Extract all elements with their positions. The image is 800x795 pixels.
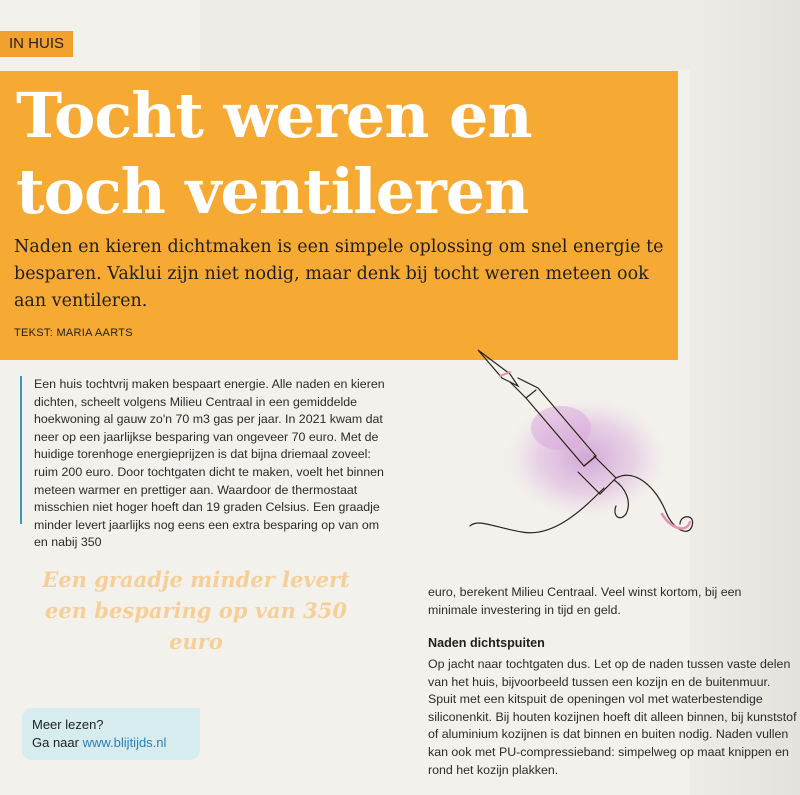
headline: Tocht weren en toch ventileren <box>16 79 532 228</box>
read-more-label: Meer lezen? <box>32 717 104 732</box>
caulk-gun-nozzle <box>478 350 518 386</box>
body-paragraph-3: Op jacht naar tochtgaten dus. Let op de naden tussen vaste delen van het huis, bijvoorbeeld tussen een kozijn en de buitenmuur. Spuit met een kitspuit de openingen vol met waterbestendige siliconenkit. Bij houten kozijnen hoeft dit alleen binnen, bij kunststof of aluminium kozijnen is dat binnen en buiten nodig. Naden vullen kan ook met PU-compressieband: simpelweg op maat knippen en rond het kozijn plakken. <box>428 657 797 777</box>
intro-text: Naden en kieren dichtmaken is een simpele oplossing om snel energie te besparen. Vaklui zijn niet nodig, maar denk bij tocht weren meteen ook aan ventileren. <box>14 237 664 311</box>
body-paragraph-2: euro, berekent Milieu Centraal. Veel winst kortom, bij een minimale investering in tijd en geld. <box>428 585 742 617</box>
paint-splash <box>531 406 591 450</box>
subheading: Naden dichtspuiten <box>428 636 545 650</box>
read-more-prefix: Ga naar <box>32 735 79 750</box>
body-paragraph-1: Een huis tochtvrij maken bespaart energie. Alle naden en kieren dichten, scheelt volgens Milieu Centraal in een gemiddelde hoekwoning al gauw zo'n 70 m3 gas per jaar. In 2021 kwam dat neer op een jaarlijkse besparing van ongeveer 70 euro. Met de huidige torenhoge energieprijzen is dat bijna driemaal zoveel: ruim 200 euro. Door tochtgaten dicht te maken, voelt het binnen meteen warmer en prettiger aan. Waardoor de thermostaat misschien niet hoger hoeft dan 19 graden Celsius. Een graadje minder levert jaarlijks nog eens een extra besparing op van om en nabij 350 <box>34 377 385 550</box>
website-link[interactable]: www.blijtijds.nl <box>82 735 167 750</box>
read-more-box <box>22 708 200 760</box>
pull-quote: Een graadje minder levert een besparing op van 350 euro <box>42 567 350 654</box>
author-credit: TEKST: MARIA AARTS <box>14 327 133 339</box>
caulk-gun-illustration <box>466 338 706 553</box>
category-tag: IN HUIS <box>0 31 73 57</box>
accent-line <box>20 376 22 524</box>
